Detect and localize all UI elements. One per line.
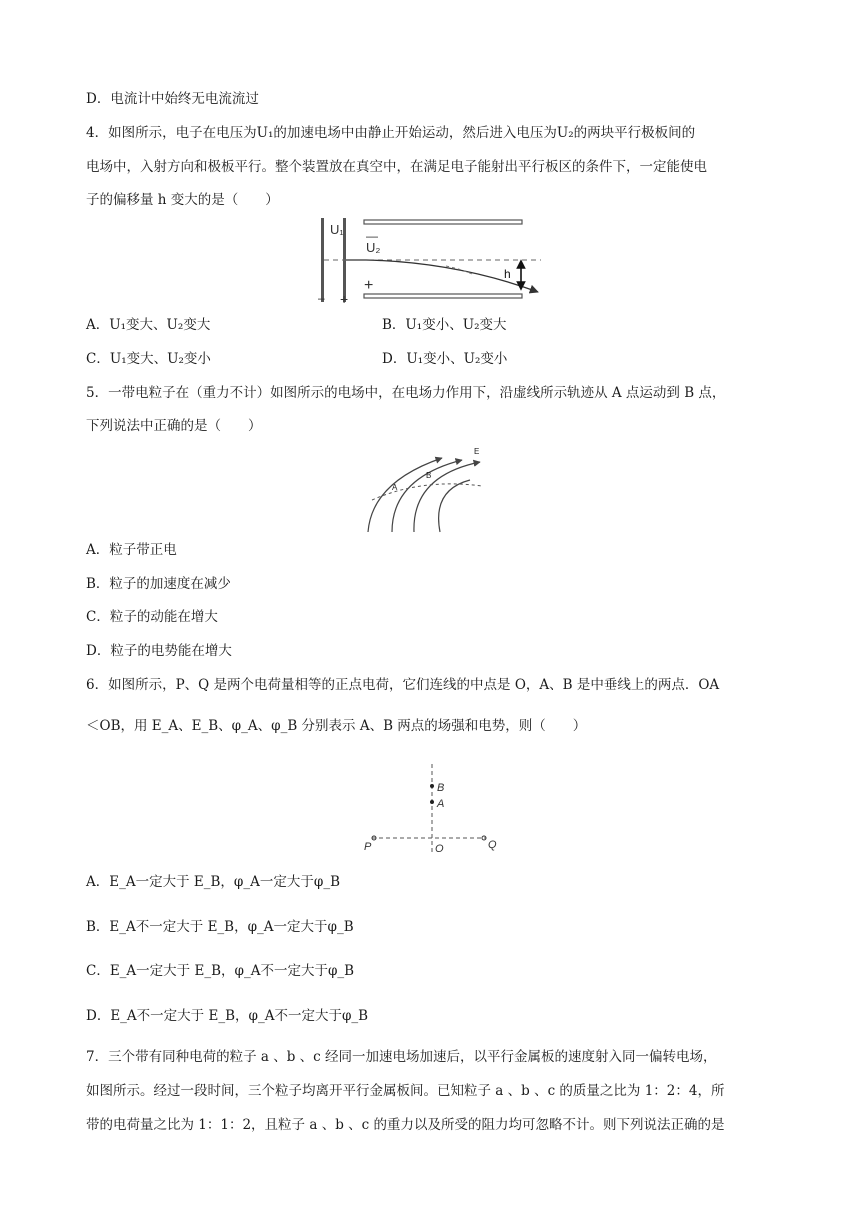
point-b xyxy=(430,784,434,788)
label-a: A xyxy=(437,798,445,810)
sign-plus-left: + xyxy=(340,291,349,306)
label-h: h xyxy=(504,267,511,281)
label-o: O xyxy=(435,843,444,855)
q6-stem-line-2: ＜OB，用 E_A、E_B、φ_A、φ_B 分别表示 A、B 两点的场强和电势，则（ ） xyxy=(86,718,587,734)
q6-stem-line-1: 6．如图所示，P、Q 是两个电荷量相等的正点电荷，它们连线的中点是 O，A、B 是中垂线上的两点．OA xyxy=(86,677,720,693)
sign-plus-bottom: + xyxy=(364,277,374,294)
q5-option-d: D．粒子的电势能在增大 xyxy=(86,643,232,659)
q4-deflection-figure xyxy=(316,214,546,306)
point-a xyxy=(430,800,434,804)
q6-option-d: D．E_A不一定大于 E_B，φ_A不一定大于φ_B xyxy=(86,1008,369,1024)
q5-option-b: B．粒子的加速度在减少 xyxy=(86,576,231,592)
particle-trajectory xyxy=(372,484,482,500)
label-u2: U₂ xyxy=(366,240,381,255)
q4-option-b: B．U₁变小、U₂变大 xyxy=(382,317,507,333)
deflector-plate-top xyxy=(364,220,522,224)
label-q: Q xyxy=(488,839,497,851)
label-u1: U₁ xyxy=(330,222,344,237)
sign-minus-left: – xyxy=(318,291,325,305)
q6-charges-figure xyxy=(362,760,502,856)
q4-option-d: D．U₁变小、U₂变小 xyxy=(382,351,508,367)
field-line-3 xyxy=(414,462,480,532)
deflector-plate-bottom xyxy=(364,294,522,298)
field-line-1 xyxy=(368,458,442,532)
label-p: P xyxy=(364,841,372,853)
label-b: B xyxy=(437,782,445,794)
q4-stem-line-3: 子的偏移量 h 变大的是（ ） xyxy=(86,192,279,208)
sign-minus-top: — xyxy=(366,229,378,243)
q5-field-figure xyxy=(362,438,492,534)
label-e: E xyxy=(474,447,480,456)
q5-stem-line-2: 下列说法中正确的是（ ） xyxy=(86,418,262,434)
q6-option-c: C．E_A一定大于 E_B，φ_A不一定大于φ_B xyxy=(86,963,355,979)
q4-option-c: C．U₁变大、U₂变小 xyxy=(86,351,211,367)
label-b: B xyxy=(426,471,432,480)
q7-stem-line-1: 7．三个带有同种电荷的粒子 a 、b 、c 经同一加速电场加速后，以平行金属板的速度射入同一偏转电场， xyxy=(86,1049,717,1065)
q7-stem-line-2: 如图所示。经过一段时间，三个粒子均离开平行金属板间。已知粒子 a 、b 、c 的质量之比为 1：2：4，所 xyxy=(86,1083,725,1099)
q6-option-b: B．E_A不一定大于 E_B，φ_A一定大于φ_B xyxy=(86,919,354,935)
q7-stem-line-3: 带的电荷量之比为 1：1：2，且粒子 a 、b 、c 的重力以及所受的阻力均可忽略不计。则下列说法正确的是 xyxy=(86,1117,725,1133)
q3-option-d: D．电流计中始终无电流流过 xyxy=(86,91,259,107)
q6-option-a: A．E_A一定大于 E_B，φ_A一定大于φ_B xyxy=(86,874,340,890)
q5-stem-line-1: 5．一带电粒子在（重力不计）如图所示的电场中，在电场力作用下，沿虚线所示轨迹从 A 点运动到 B 点， xyxy=(86,385,726,401)
q4-stem-line-2: 电场中，入射方向和极板平行。整个装置放在真空中，在满足电子能射出平行板区的条件下，一定能使电 xyxy=(86,159,707,175)
q4-stem-line-1: 4．如图所示，电子在电压为U₁的加速电场中由静止开始运动，然后进入电压为U₂的两块平行极板间的 xyxy=(86,125,696,141)
accelerator-plate-left xyxy=(321,218,324,302)
q4-option-a: A．U₁变大、U₂变大 xyxy=(86,317,211,333)
q5-option-c: C．粒子的动能在增大 xyxy=(86,609,218,625)
field-line-4 xyxy=(439,480,470,532)
q5-option-a: A．粒子带正电 xyxy=(86,542,177,558)
label-a: A xyxy=(392,483,398,492)
